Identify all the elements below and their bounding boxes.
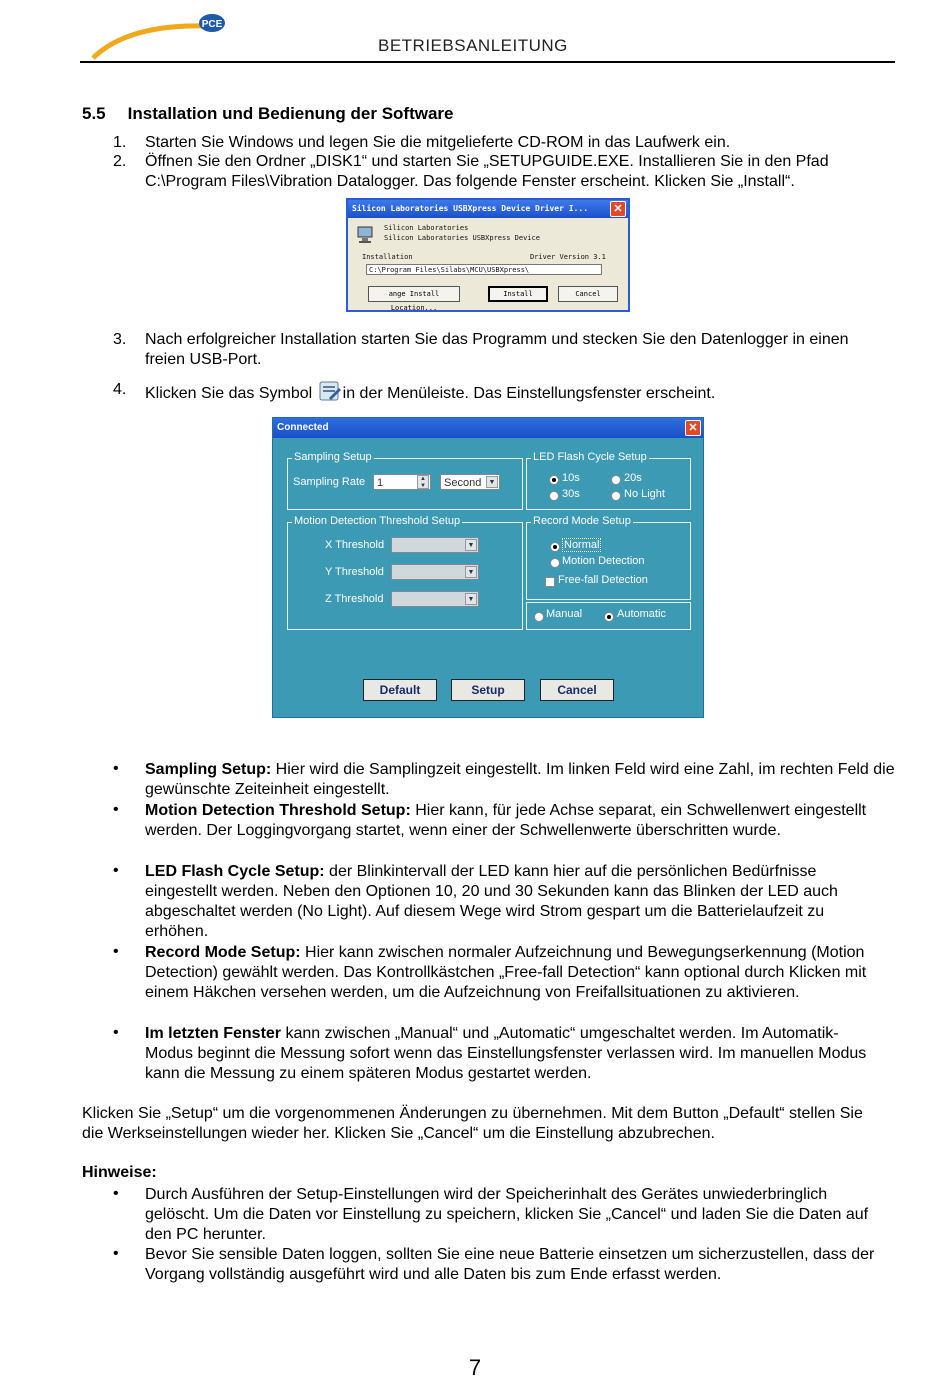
- setup-button[interactable]: Setup: [451, 679, 525, 701]
- chevron-down-icon[interactable]: ▼: [486, 476, 498, 488]
- sampling-rate-spinner-icon[interactable]: ▲ ▼: [417, 475, 429, 489]
- motion-threshold-legend: Motion Detection Threshold Setup: [294, 515, 461, 527]
- bullet-bold: Sampling Setup:: [145, 761, 272, 778]
- sampling-unit-value: Second: [444, 477, 482, 489]
- sampling-rate-value: 1: [377, 477, 384, 489]
- section-title: Installation und Bedienung der Software: [127, 104, 454, 123]
- led-nolight-radio[interactable]: [611, 491, 621, 501]
- note-text: Bevor Sie sensible Daten loggen, sollten Sie eine neue Batterie einsetzen um sicherzustellen, dass der Vorgang vollständig ausgeführt wird und alle Daten bis zum Ende erfasst werden.: [145, 1246, 875, 1283]
- step-number: 4.: [113, 381, 127, 398]
- z-threshold-label: Z Threshold: [325, 593, 384, 605]
- x-threshold-select[interactable]: [391, 537, 479, 553]
- x-threshold-label: X Threshold: [325, 539, 385, 551]
- notes-heading: Hinweise:: [82, 1164, 157, 1181]
- installer-driver-version: Driver Version 3.1: [530, 253, 606, 261]
- led-30s-label: 30s: [562, 488, 580, 500]
- installer-title: Silicon Laboratories USBXpress Device Driver I...: [352, 204, 589, 213]
- section-heading: [82, 104, 454, 124]
- change-location-button[interactable]: ange Install Location...: [368, 286, 460, 302]
- installer-path-field[interactable]: C:\Program Files\Silabs\MCU\USBXpress\: [366, 264, 602, 275]
- record-normal-label: Normal: [564, 539, 600, 551]
- connected-close-icon[interactable]: ✕: [685, 420, 701, 436]
- z-threshold-select[interactable]: [391, 591, 479, 607]
- installer-vendor: Silicon Laboratories: [384, 224, 469, 232]
- page-number: 7: [468, 1355, 482, 1380]
- section-number: 5.5: [82, 104, 106, 123]
- bullet-bold: Record Mode Setup:: [145, 944, 301, 961]
- step-text-part: Klicken Sie das Symbol: [145, 385, 313, 402]
- installer-section-label: Installation: [362, 253, 413, 261]
- sampling-unit-select[interactable]: [440, 474, 500, 490]
- bullet-body: Hier kann zwischen normaler Aufzeichnung und Bewegungserkennung (Motion Detection) gewählt werden. Das Kontrollkästchen „Free-fall Detection“ kann optional durch Klicken mit einem Häkchen versehen werden, um die Aufzeichnung von Freifallsituationen zu aktivieren.: [145, 944, 867, 1001]
- y-threshold-label: Y Threshold: [325, 566, 384, 578]
- bullet-text: [145, 760, 895, 800]
- step-text: Starten Sie Windows und legen Sie die mitgelieferte CD-ROM in das Laufwerk ein.: [145, 134, 731, 151]
- automatic-label: Automatic: [617, 608, 666, 620]
- bullet-bold: Im letzten Fenster: [145, 1025, 282, 1042]
- chevron-down-icon[interactable]: ▼: [465, 593, 477, 605]
- installer-window: [346, 198, 630, 312]
- sampling-rate-label: Sampling Rate: [293, 476, 366, 488]
- manual-label: Manual: [546, 608, 583, 620]
- default-button[interactable]: Default: [363, 679, 437, 701]
- pce-logo: [88, 10, 238, 62]
- led-10s-radio[interactable]: [549, 475, 559, 485]
- step-text-part: in der Menüleiste. Das Einstellungsfenster erscheint.: [342, 385, 716, 402]
- bullet-bold: Motion Detection Threshold Setup:: [145, 802, 411, 819]
- bullet-icon: •: [113, 1185, 119, 1202]
- freefall-label: Free-fall Detection: [558, 574, 648, 586]
- step-number: 1.: [113, 134, 127, 151]
- bullet-body: der Blinkintervall der LED kann hier auf die persönlichen Bedürfnisse eingestellt werden. Neben den Optionen 10, 20 und 30 Sekunden kann das Blinken der LED auch abgeschaltet werden (No Light). Auf diesem Wege wird Strom gespart um die Batterielaufzeit zu erhöhen.: [145, 863, 838, 940]
- led-20s-label: 20s: [624, 472, 642, 484]
- installer-cancel-button[interactable]: Cancel: [558, 286, 618, 302]
- bullet-body: Hier kann, für jede Achse separat, ein Schwellenwert eingestellt werden. Der Loggingvorgang startet, wenn einer der Schwellenwerte überschritten wurde.: [145, 802, 867, 839]
- installer-close-icon[interactable]: ✕: [610, 201, 626, 217]
- step-text: [145, 380, 895, 404]
- logo-text: PCE: [201, 19, 223, 30]
- bullet-text: [145, 1024, 875, 1084]
- step-text: Öffnen Sie den Ordner „DISK1“ und starten Sie „SETUPGUIDE.EXE. Installieren Sie in den Pfad C:\Program Files\Vibration Datalogger. Das folgende Fenster erscheint. Klicken Sie „Install“.: [145, 153, 829, 190]
- bullet-text: [145, 943, 895, 1003]
- computer-icon: [356, 226, 376, 244]
- install-button[interactable]: Install: [488, 286, 548, 302]
- header-rule: [80, 61, 895, 63]
- manual-radio[interactable]: [534, 612, 544, 622]
- bullet-text: [145, 801, 875, 841]
- bullet-icon: •: [113, 760, 119, 777]
- led-30s-radio[interactable]: [549, 491, 559, 501]
- automatic-radio[interactable]: [604, 612, 614, 622]
- note-text: Durch Ausführen der Setup-Einstellungen wird der Speicherinhalt des Gerätes unwiederbringlich gelöscht. Um die Daten vor Einstellung zu speichern, klicken Sie „Cancel“ und laden Sie die Daten auf den PC herunter.: [145, 1186, 869, 1243]
- bullet-text: [145, 862, 875, 942]
- instruction-paragraph: Klicken Sie „Setup“ um die vorgenommenen Änderungen zu übernehmen. Mit dem Button „Default“ stellen Sie die Werkseinstellungen wieder her. Klicken Sie „Cancel“ um die Einstellung abzubrechen.: [82, 1105, 863, 1142]
- bullet-icon: •: [113, 1024, 119, 1041]
- bullet-icon: •: [113, 801, 119, 818]
- record-mode-legend: Record Mode Setup: [533, 515, 631, 527]
- connected-titlebar: [273, 418, 703, 438]
- step-text: Nach erfolgreicher Installation starten Sie das Programm und stecken Sie den Datenlogger in einen freien USB-Port.: [145, 331, 849, 368]
- bullet-icon: •: [113, 943, 119, 960]
- document-header-title: BETRIEBSANLEITUNG: [378, 36, 568, 55]
- y-threshold-select[interactable]: [391, 564, 479, 580]
- record-motion-radio[interactable]: [550, 558, 560, 568]
- chevron-down-icon[interactable]: ▼: [465, 539, 477, 551]
- bullet-icon: •: [113, 862, 119, 879]
- sampling-setup-legend: Sampling Setup: [294, 451, 372, 463]
- led-10s-label: 10s: [562, 472, 580, 484]
- bullet-icon: •: [113, 1245, 119, 1262]
- connected-window: [272, 417, 704, 718]
- sampling-rate-input[interactable]: [373, 474, 431, 490]
- chevron-down-icon[interactable]: ▼: [465, 566, 477, 578]
- led-nolight-label: No Light: [624, 488, 665, 500]
- cancel-button[interactable]: Cancel: [540, 679, 614, 701]
- led-flash-setup-legend: LED Flash Cycle Setup: [533, 451, 647, 463]
- step-number: 2.: [113, 153, 127, 170]
- led-20s-radio[interactable]: [611, 475, 621, 485]
- installer-product: Silicon Laboratories USBXpress Device: [384, 234, 540, 242]
- connected-title: Connected: [277, 422, 329, 433]
- settings-symbol-icon: [317, 380, 343, 402]
- installer-titlebar: [348, 200, 628, 218]
- record-motion-label: Motion Detection: [562, 555, 645, 567]
- step-number: 3.: [113, 331, 127, 348]
- bullet-body: Hier wird die Samplingzeit eingestellt. Im linken Feld wird eine Zahl, im rechten Feld die gewünschte Zeiteinheit eingestellt.: [145, 761, 895, 798]
- record-normal-radio[interactable]: [550, 542, 560, 552]
- bullet-bold: LED Flash Cycle Setup:: [145, 863, 325, 880]
- freefall-checkbox[interactable]: [545, 577, 555, 587]
- bullet-body: kann zwischen „Manual“ und „Automatic“ umgeschaltet werden. Im Automatik-Modus beginnt die Messung sofort wenn das Einstellungsfenster verlassen wird. Im manuellen Modus kann die Messung zu einem späteren Modus gestartet werden.: [145, 1025, 867, 1082]
